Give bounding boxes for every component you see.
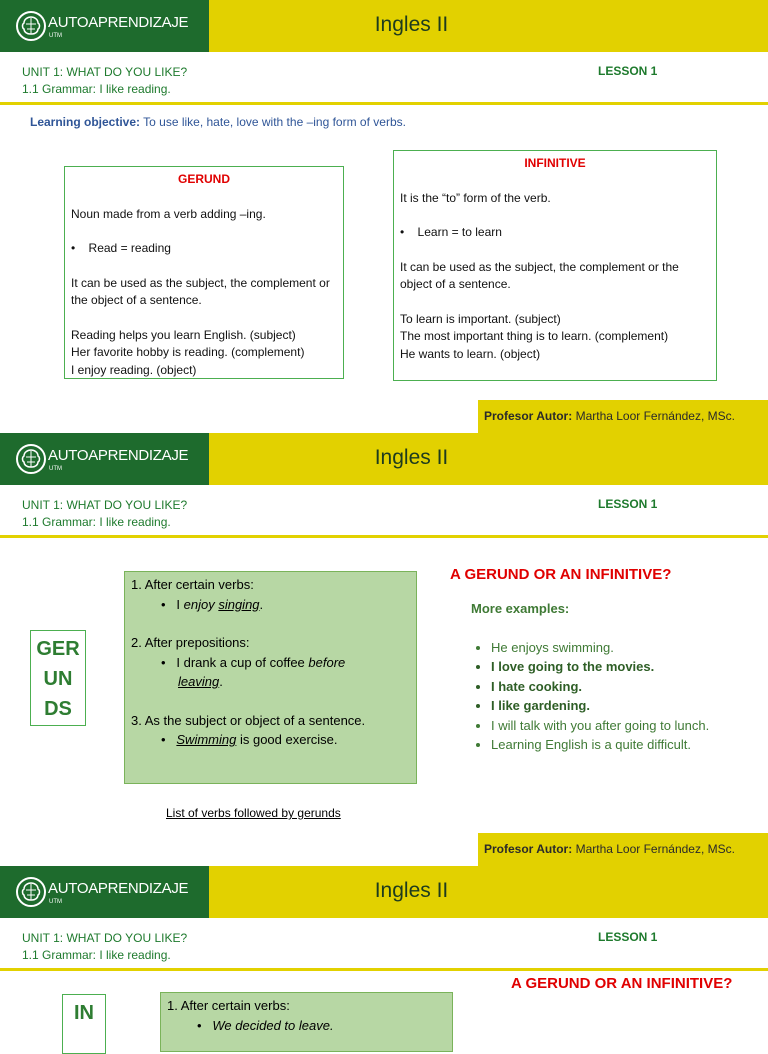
slide-heading: A GERUND OR AN INFINITIVE? <box>511 975 733 992</box>
lesson-label: LESSON 1 <box>598 64 658 78</box>
rule-example: • I enjoy singing. <box>161 596 264 612</box>
course-title: Ingles II <box>374 879 449 902</box>
footer-name: Martha Loor Fernández, MSc. <box>572 842 735 856</box>
course-title: Ingles II <box>374 446 449 469</box>
footer-label: Profesor Autor: <box>484 842 573 856</box>
unit-title: UNIT 1: WHAT DO YOU LIKE? <box>22 498 188 512</box>
logo-subtext: UTM <box>49 899 62 905</box>
slide-2 <box>0 433 768 866</box>
infinitives-side-label: IN <box>62 994 106 1054</box>
rule-example: • I drank a cup of coffee before <box>161 654 346 670</box>
unit-title: UNIT 1: WHAT DO YOU LIKE? <box>22 931 188 945</box>
gerund-example: I enjoy reading. (object) <box>71 362 197 377</box>
examples-list <box>471 599 741 755</box>
grammar-title: 1.1 Grammar: I like reading. <box>22 948 171 962</box>
slide-3 <box>0 866 768 1033</box>
slide-header <box>0 0 768 52</box>
logo-text: AUTOAPRENDIZAJE <box>48 14 189 31</box>
infinitive-definition: It is the “to” form of the verb. <box>400 190 551 205</box>
infinitive-rules-box <box>160 992 453 1052</box>
gerund-example: Her favorite hobby is reading. (complement) <box>71 345 305 359</box>
divider <box>0 535 768 538</box>
learning-objective: Learning objective: To use like, hate, love with the –ing form of verbs. <box>30 115 406 129</box>
unit-info <box>22 930 187 964</box>
gerund-use: It can be used as the subject, the complement or the object of a sentence. <box>71 275 330 307</box>
logo-subtext: UTM <box>49 33 62 39</box>
footer-author <box>478 833 768 866</box>
footer-label: Profesor Autor: <box>484 409 573 423</box>
slide-header <box>0 866 768 918</box>
rule-example: • We decided to leave. <box>197 1017 334 1033</box>
logo-text: AUTOAPRENDIZAJE <box>48 447 189 464</box>
infinitive-example: To learn is important. (subject) <box>400 311 561 326</box>
unit-info <box>22 497 187 531</box>
rule-item: 2. After prepositions: <box>131 635 250 650</box>
logo-subtext: UTM <box>49 466 62 472</box>
divider <box>0 968 768 971</box>
gerund-verbs-link[interactable]: List of verbs followed by gerunds <box>166 806 341 820</box>
gerund-bullet: • Read = reading <box>71 241 171 255</box>
divider <box>0 102 768 105</box>
grammar-title: 1.1 Grammar: I like reading. <box>22 515 171 529</box>
rule-item: 3. As the subject or object of a sentence. <box>131 712 366 728</box>
infinitive-example: He wants to learn. (object) <box>400 346 541 361</box>
gerund-box <box>64 166 344 379</box>
example-item: • I love going to the movies. <box>491 657 741 677</box>
more-examples-label: More examples: <box>471 601 570 616</box>
example-item: • I will talk with you after going to lunch. <box>491 716 741 736</box>
example-item: • I like gardening. <box>491 696 741 716</box>
slide-header <box>0 433 768 485</box>
rule-item: 1. After certain verbs: <box>167 998 290 1013</box>
slide-heading: A GERUND OR AN INFINITIVE? <box>450 566 672 583</box>
grammar-title: 1.1 Grammar: I like reading. <box>22 82 171 96</box>
logo-text: AUTOAPRENDIZAJE <box>48 880 189 897</box>
gerunds-side-label: GER UN DS <box>30 630 86 726</box>
infinitive-title: INFINITIVE <box>524 156 586 170</box>
gerund-title: GERUND <box>177 172 230 186</box>
footer-name: Martha Loor Fernández, MSc. <box>572 409 735 423</box>
gerund-example: Reading helps you learn English. (subject) <box>71 327 296 342</box>
unit-info <box>22 64 187 98</box>
rule-example: • Swimming is good exercise. <box>161 732 338 747</box>
course-title: Ingles II <box>374 13 449 36</box>
infinitive-use: It can be used as the subject, the complement or the object of a sentence. <box>400 259 679 291</box>
infinitive-example: The most important thing is to learn. (complement) <box>400 329 669 343</box>
footer-author <box>478 400 768 433</box>
rule-item: 1. After certain verbs: <box>131 577 254 592</box>
unit-title: UNIT 1: WHAT DO YOU LIKE? <box>22 65 188 79</box>
lesson-label: LESSON 1 <box>598 930 658 944</box>
slide-1 <box>0 0 768 433</box>
lesson-label: LESSON 1 <box>598 497 658 511</box>
example-item: • He enjoys swimming. <box>491 638 741 658</box>
infinitive-bullet: • Learn = to learn <box>400 225 502 239</box>
infinitive-box <box>393 150 717 381</box>
gerund-rules-box: 1. After certain verbs: • I enjoy singing. 2. After prepositions: • I drank a cup of coffee before leaving. 3. As the subject or object of a sentence. • Swimming is good exercise. <box>124 571 417 784</box>
example-item: • Learning English is a quite difficult. <box>491 735 741 755</box>
gerund-definition: Noun made from a verb adding –ing. <box>71 206 266 221</box>
example-item: • I hate cooking. <box>491 677 741 697</box>
